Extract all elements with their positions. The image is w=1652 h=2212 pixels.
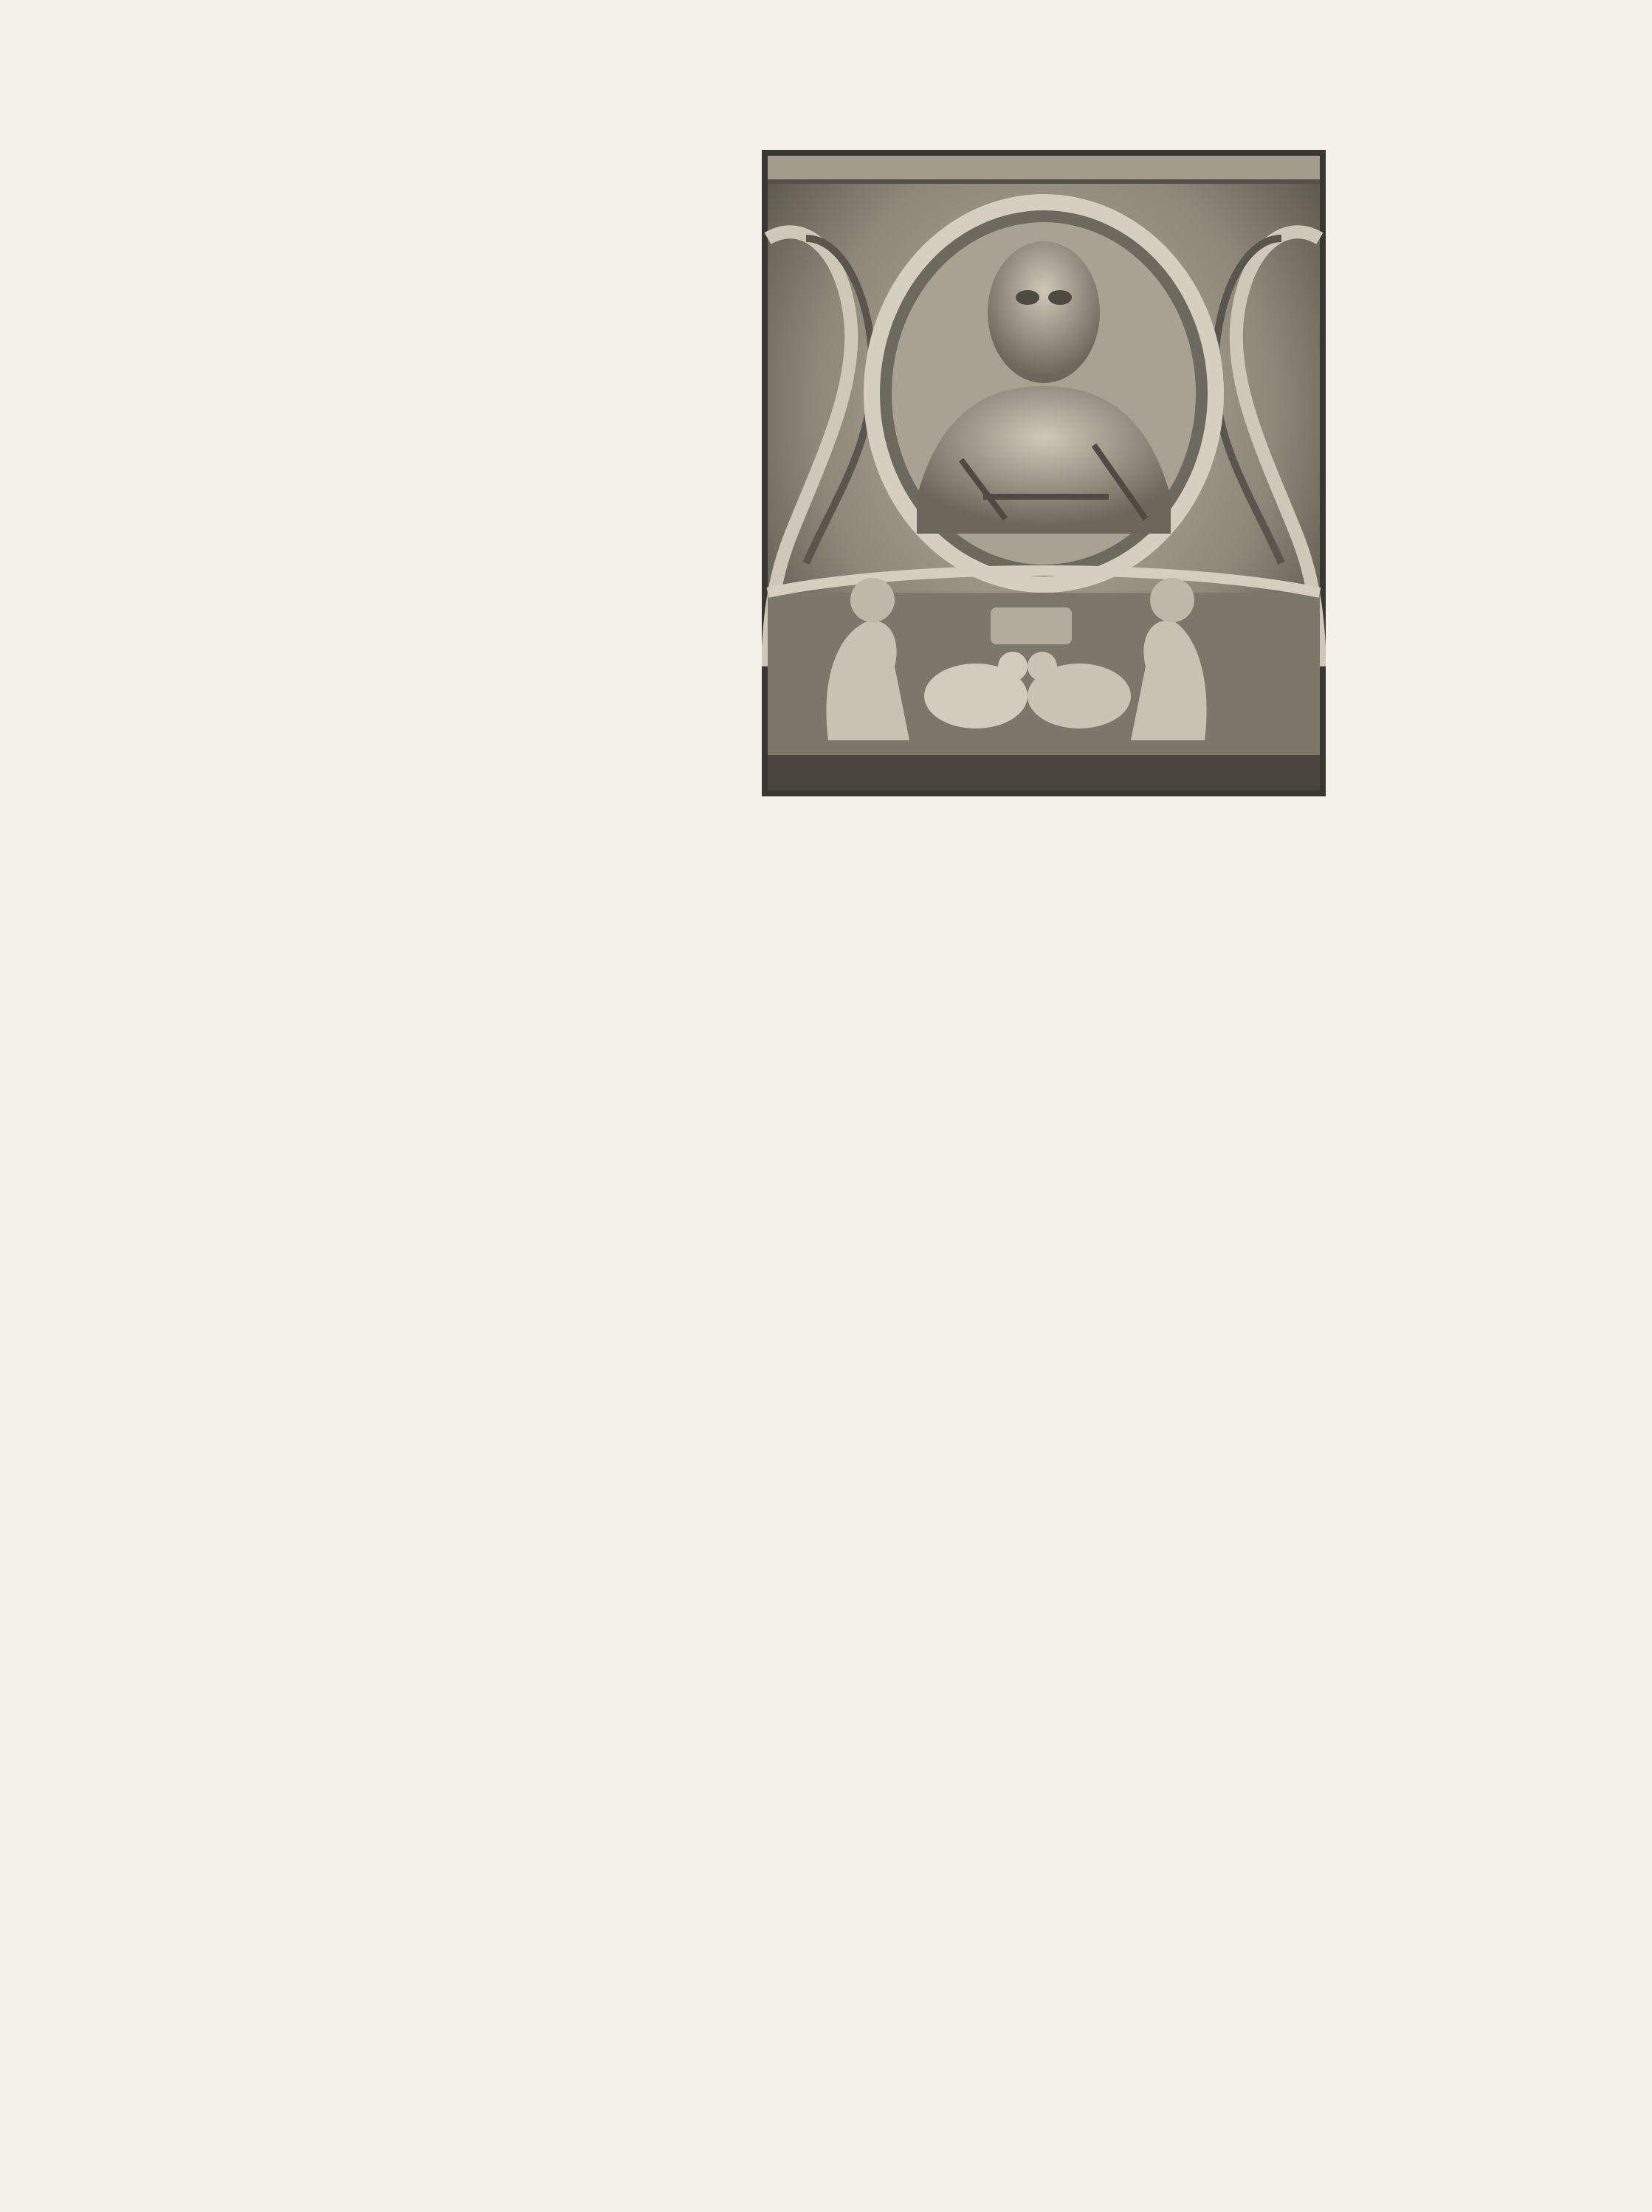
sarcophagus-relief-image	[762, 150, 1326, 796]
figure-clipeus-sarcophagus	[762, 150, 1326, 796]
running-header	[266, 71, 1336, 115]
